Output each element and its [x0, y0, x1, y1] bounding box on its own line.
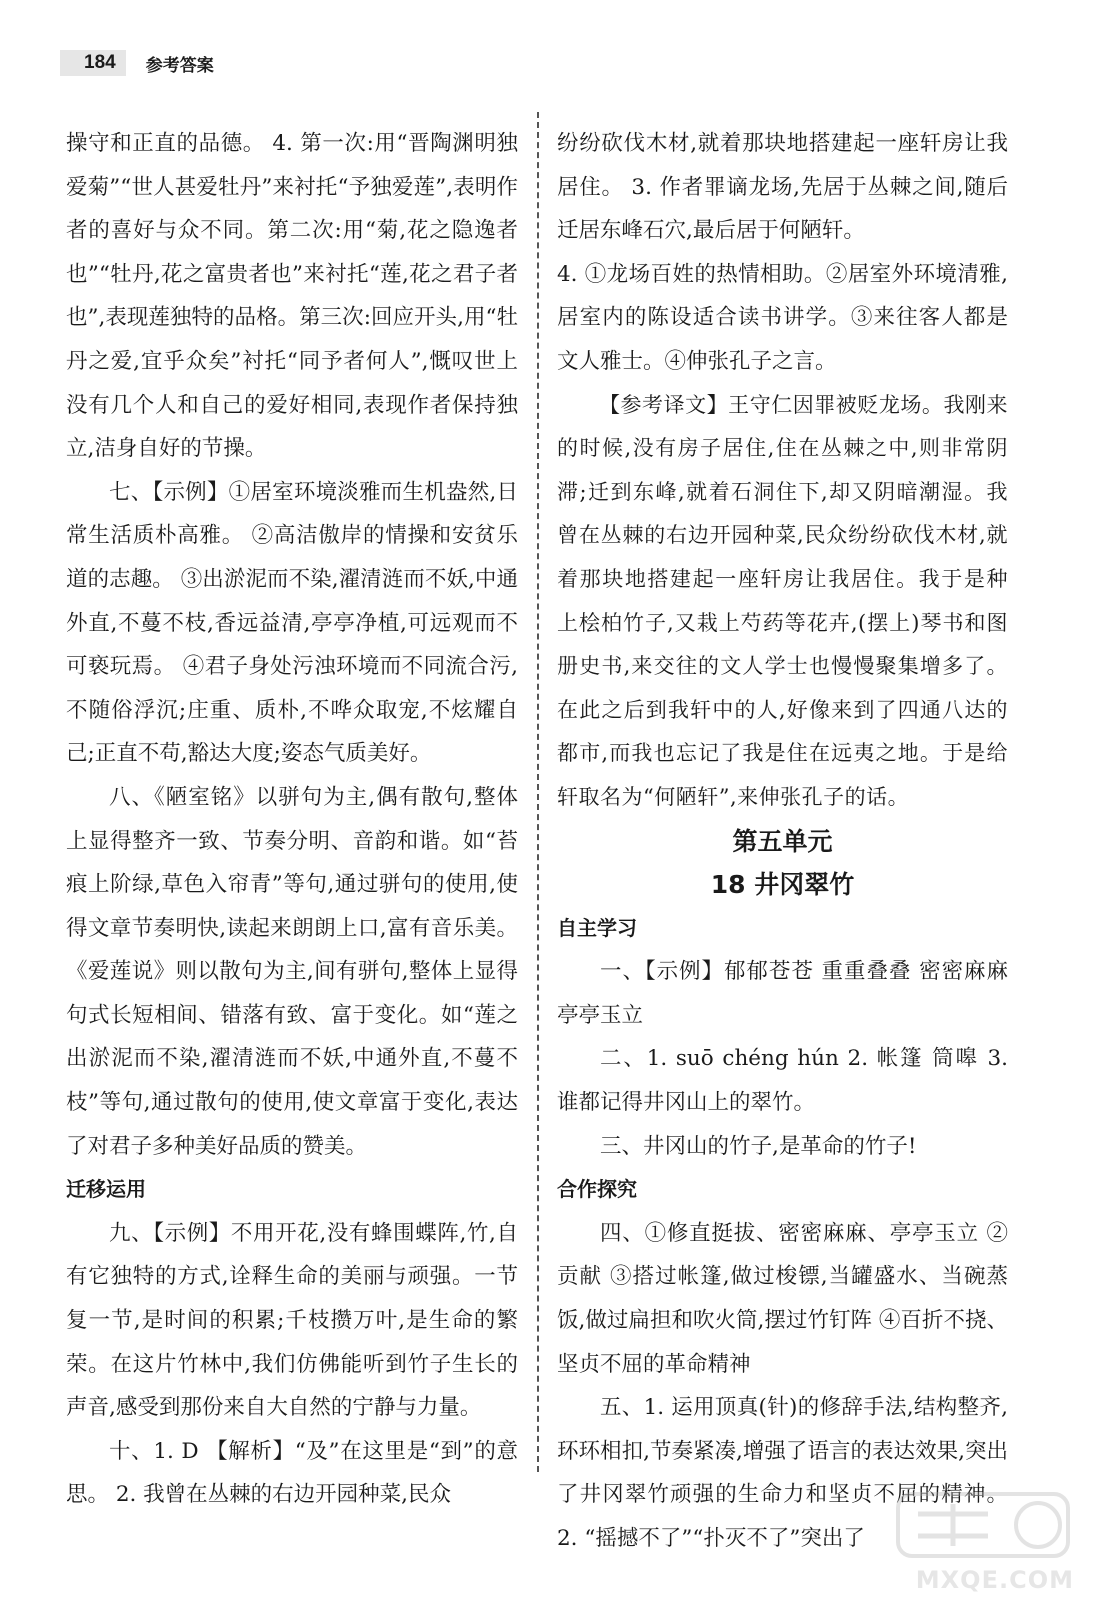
column-divider: [537, 112, 539, 1472]
watermark-logo-icon: [888, 1486, 1078, 1566]
page-number: 184: [60, 50, 126, 76]
answer-paragraph: 4. ①龙场百姓的热情相助。②居室外环境清雅,居室内的陈设适合读书讲学。③来往客人都是文人雅士。④伸张孔子之言。: [557, 261, 1008, 374]
section-heading: 合作探究: [557, 1177, 637, 1202]
watermark-logo: [888, 1486, 1078, 1594]
answer-paragraph: 五、1. 运用顶真(针)的修辞手法,结构整齐,环环相扣,节奏紧凑,增强了语言的表达效果,突出了井冈翠竹顽强的生命力和坚贞不屈的精神。 2. “摇撼不了”“扑灭不了”突出了: [557, 1395, 1008, 1551]
answer-paragraph: 十、1. D 【解析】“及”在这里是“到”的意思。 2. 我曾在丛棘的右边开园种菜,民众: [66, 1438, 518, 1508]
watermark-text: MXQE.COM: [915, 1566, 1074, 1594]
answer-paragraph: 八、《陋室铭》以骈句为主,偶有散句,整体上显得整齐一致、节奏分明、音韵和谐。如“苔痕上阶绿,草色入帘青”等句,通过骈句的使用,使得文章节奏明快,读起来朗朗上口,富有音乐美。《爱莲说》则以散句为主,间有骈句,整体上显得句式长短相间、错落有致、富于变化。如“莲之出淤泥而不染,濯清涟而不妖,中通外直,不蔓不枝”等句,通过散句的使用,使文章富于变化,表达了对君子多种美好品质的赞美。: [66, 784, 518, 1159]
answer-paragraph: 一、【示例】郁郁苍苍 重重叠叠 密密麻麻 亭亭玉立: [557, 959, 1008, 1028]
answer-paragraph: 三、井冈山的竹子,是革命的竹子!: [600, 1133, 917, 1159]
answer-paragraph: 四、①修直挺拔、密密麻麻、亭亭玉立 ②贡献 ③搭过帐篷,做过梭镖,当罐盛水、当碗蒸饭,做过扁担和吹火筒,摆过竹钉阵 ④百折不挠、坚贞不屈的革命精神: [557, 1220, 1008, 1377]
answer-paragraph: 操守和正直的品德。 4. 第一次:用“晋陶渊明独爱菊”“世人甚爱牡丹”来衬托“予独爱莲”,表明作者的喜好与众不同。第二次:用“菊,花之隐逸者也”“牡丹,花之富贵者也”来衬托“莲,花之君子者也”,表现莲独特的品格。第三次:回应开头,用“牡丹之爱,宜乎众矣”衬托“同予者何人”,慨叹世上没有几个人和自己的爱好相同,表现作者保持独立,洁身自好的节操。: [66, 131, 518, 462]
header-title: 参考答案: [145, 55, 214, 76]
right-column: [557, 122, 1008, 1561]
left-column: [66, 122, 518, 1517]
unit-title: 第五单元: [732, 826, 833, 856]
section-heading: 迁移运用: [66, 1177, 146, 1202]
lesson-title: 18 井冈翠竹: [710, 870, 855, 900]
reference-translation: 【参考译文】王守仁因罪被贬龙场。我刚来的时候,没有房子居住,住在丛棘之中,则非常阴滞;迁到东峰,就着石洞住下,却又阴暗潮湿。我曾在丛棘的右边开园种菜,民众纷纷砍伐木材,就着那块地搭建起一座轩房让我居住。我于是种上桧柏竹子,又栽上芍药等花卉,(摆上)琴书和图册史书,来交往的文人学士也慢慢聚集增多了。在此之后到我轩中的人,好像来到了四通八达的都市,而我也忘记了我是住在远夷之地。于是给轩取名为“何陋轩”,来伸张孔子的话。: [557, 392, 1008, 809]
answer-paragraph: 二、1. suō chéng hún 2. 帐篷 筒嗥 3. 谁都记得井冈山上的翠竹。: [557, 1046, 1008, 1116]
page-header: [60, 46, 214, 80]
section-heading: 自主学习: [557, 915, 637, 940]
answer-paragraph: 九、【示例】不用开花,没有蜂围蝶阵,竹,自有它独特的方式,诠释生命的美丽与顽强。一节复一节,是时间的积累;千枝攒万叶,是生命的繁荣。在这片竹林中,我们仿佛能听到竹子生长的声音,感受到那份来自大自然的宁静与力量。: [66, 1220, 518, 1421]
answer-paragraph: 纷纷砍伐木材,就着那块地搭建起一座轩房让我居住。 3. 作者罪谪龙场,先居于丛棘之间,随后迁居东峰石穴,最后居于何陋轩。: [557, 131, 1008, 244]
answer-paragraph: 七、【示例】①居室环境淡雅而生机盎然,日常生活质朴高雅。 ②高洁傲岸的情操和安贫乐道的志趣。 ③出淤泥而不染,濯清涟而不妖,中通外直,不蔓不枝,香远益清,亭亭净植,可远观而不可亵玩焉。 ④君子身处污浊环境而不同流合污,不随俗浮沉;庄重、质朴,不哗众取宠,不炫耀自己;正直不苟,豁达大度;姿态气质美好。: [66, 479, 518, 767]
